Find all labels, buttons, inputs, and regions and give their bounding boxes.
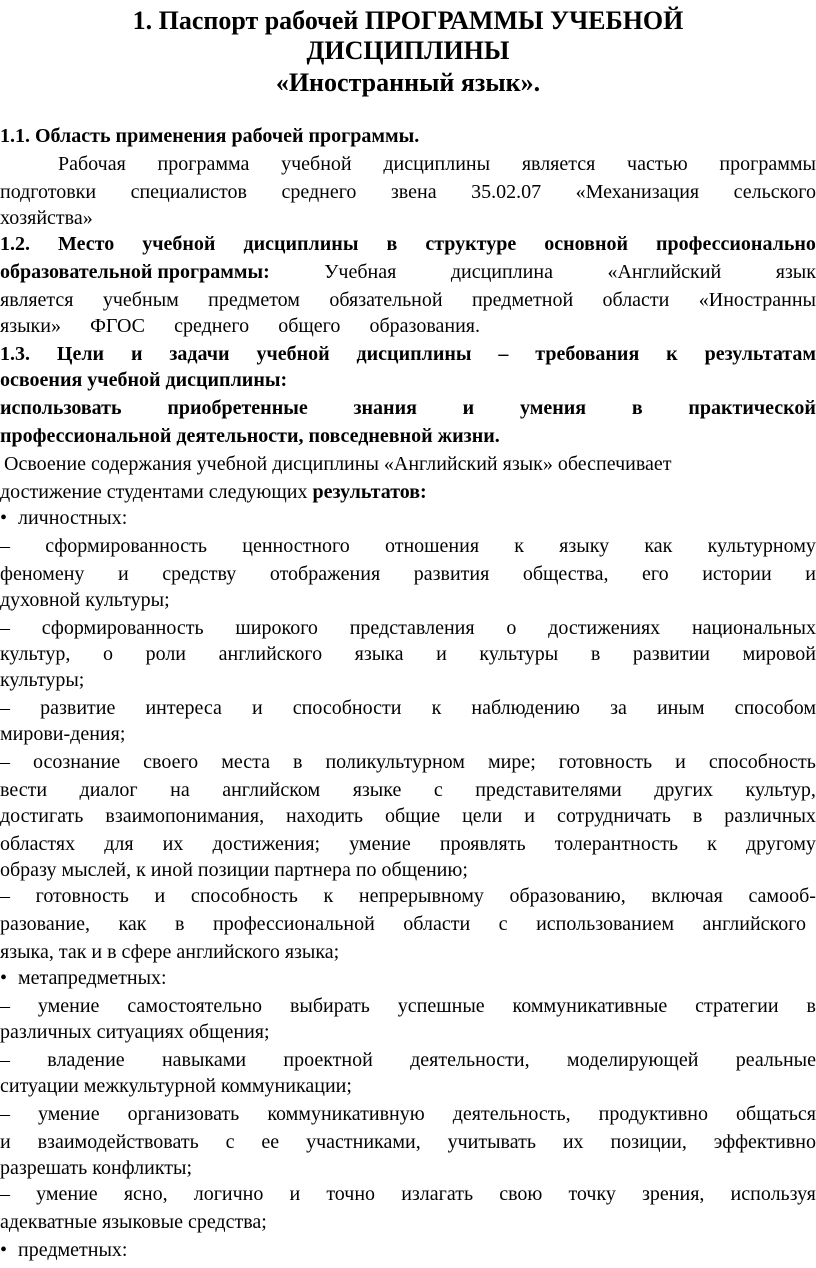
word: профессиональной xyxy=(213,913,375,935)
list-item xyxy=(0,802,816,830)
list-item xyxy=(0,640,816,668)
paragraph-line xyxy=(0,478,816,506)
word: в xyxy=(692,805,703,827)
word: в xyxy=(386,233,398,255)
word: организовать xyxy=(127,1103,240,1125)
word: знания xyxy=(353,397,417,419)
word: ценностного xyxy=(242,535,350,557)
word: области xyxy=(602,289,670,311)
list-item: адекватные языковые средства; xyxy=(0,1211,267,1233)
word: другому xyxy=(746,833,816,855)
word: точно xyxy=(326,1183,376,1205)
word: сотрудничать xyxy=(556,805,671,827)
word: и xyxy=(0,1131,11,1153)
bullet-icon xyxy=(0,1239,18,1261)
word: ФГОС xyxy=(90,315,145,337)
word: и xyxy=(130,343,143,365)
word: – xyxy=(0,1049,10,1071)
word: использованием xyxy=(536,913,674,935)
word: различных xyxy=(724,805,816,827)
word: – xyxy=(0,751,10,773)
word: является xyxy=(0,289,74,311)
word: для xyxy=(104,833,134,855)
word: требования xyxy=(535,343,640,365)
word: – xyxy=(498,343,509,365)
word: включая xyxy=(651,885,723,907)
page-title-line-1: 1. Паспорт рабочей ПРОГРАММЫ УЧЕБНОЙ xyxy=(132,6,684,35)
word: достижениях xyxy=(548,617,661,639)
word: непрерывному xyxy=(358,885,484,907)
list-item: разрешать конфликты; xyxy=(0,1157,193,1179)
word: навыками xyxy=(161,1049,247,1071)
program-label: образовательной программы: xyxy=(0,261,270,283)
word: используя xyxy=(730,1183,816,1205)
word: практической xyxy=(688,397,816,419)
word: программы xyxy=(719,153,816,175)
word: представителями xyxy=(475,779,622,801)
paragraph-line xyxy=(0,312,480,340)
word: в xyxy=(293,751,303,773)
word: иным xyxy=(656,697,705,719)
word: средству xyxy=(162,563,237,585)
word: звена xyxy=(390,181,437,203)
word: культуры xyxy=(479,643,559,665)
word: отображения xyxy=(269,563,381,585)
word: «Иностранны xyxy=(698,289,816,311)
word: языке xyxy=(352,779,402,801)
word: способом xyxy=(734,697,816,719)
word: других xyxy=(654,779,714,801)
bullet-icon xyxy=(0,967,18,989)
word: результатам xyxy=(704,343,816,365)
word: коммуникативную xyxy=(267,1103,425,1125)
word: толерантность xyxy=(554,833,679,855)
list-item xyxy=(0,882,816,910)
word: среднего xyxy=(281,181,357,203)
word: и xyxy=(436,643,447,665)
word: эффективно xyxy=(713,1131,816,1153)
word: умения xyxy=(519,397,587,419)
word: готовность xyxy=(35,885,129,907)
word: в xyxy=(631,397,643,419)
word: Цели xyxy=(56,343,105,365)
word: наблюдению xyxy=(471,697,580,719)
word: в xyxy=(806,995,816,1017)
word: к xyxy=(431,697,442,719)
word: учебной xyxy=(281,153,352,175)
word: – xyxy=(0,1103,10,1125)
word: учебной xyxy=(256,343,330,365)
word: позиции, xyxy=(610,1131,687,1153)
word: ее xyxy=(261,1131,280,1153)
word: подготовки xyxy=(0,181,97,203)
word: и xyxy=(675,751,686,773)
section-1-1-heading: 1.1. Область применения рабочей программы. xyxy=(0,125,420,147)
word: к xyxy=(666,343,678,365)
word: 35.02.07 xyxy=(471,181,542,203)
word: учебной xyxy=(142,233,216,255)
word: специалистов xyxy=(130,181,247,203)
word: структуре xyxy=(425,233,517,255)
word: мировой xyxy=(742,643,816,665)
list-item: языка, так и в сфере английского языка; xyxy=(0,941,340,963)
word: зрения, xyxy=(642,1183,705,1205)
word: о xyxy=(506,617,517,639)
group-label: предметных: xyxy=(18,1239,128,1261)
word: языку xyxy=(559,535,610,557)
word: – xyxy=(0,995,10,1017)
word: является xyxy=(521,153,596,175)
word: за xyxy=(610,697,627,719)
word: среднего xyxy=(174,315,250,337)
word: о xyxy=(102,643,113,665)
word: самостоятельно xyxy=(127,995,263,1017)
word: умение xyxy=(36,1183,98,1205)
word: успешные xyxy=(397,995,485,1017)
word: английского xyxy=(218,643,323,665)
page-title-line-2: ДИСЦИПЛИНЫ xyxy=(306,36,510,65)
word: национальных xyxy=(691,617,816,639)
word: дисциплины xyxy=(243,233,359,255)
word: общаться xyxy=(736,1103,816,1125)
word: умение xyxy=(37,995,100,1017)
word: коммуникативные xyxy=(512,995,668,1017)
paragraph-line xyxy=(0,286,816,314)
section-1-3-heading-cont: освоения учебной дисциплины: xyxy=(0,369,288,391)
word: проявлять xyxy=(439,833,526,855)
list-item xyxy=(0,532,816,560)
word: и xyxy=(251,697,263,719)
list-item: ситуации межкультурной коммуникации; xyxy=(0,1075,352,1097)
word: осознание xyxy=(33,751,121,773)
word: образованию, xyxy=(509,885,626,907)
word: как xyxy=(644,535,673,557)
word: взаимодействовать xyxy=(37,1131,199,1153)
word: общества, xyxy=(522,563,609,585)
paragraph-line: Освоение содержания учебной дисциплины «Английский язык» обеспечивает xyxy=(4,453,672,475)
word: выбирать xyxy=(289,995,370,1017)
word: и xyxy=(524,805,535,827)
word: поликультурном xyxy=(325,751,465,773)
word: английского xyxy=(702,913,806,935)
word: способности xyxy=(292,697,402,719)
word: с xyxy=(225,1131,235,1153)
word: с xyxy=(433,779,443,801)
word: и xyxy=(462,397,475,419)
word: дисциплины xyxy=(356,343,472,365)
word: свою xyxy=(499,1183,543,1205)
word: частью xyxy=(627,153,688,175)
word: умение xyxy=(38,1103,100,1125)
word: сельского xyxy=(733,181,816,203)
word: готовность xyxy=(558,751,653,773)
word: областях xyxy=(0,833,76,855)
word: умение xyxy=(349,833,411,855)
word: мире; xyxy=(487,751,536,773)
word: точку xyxy=(568,1183,616,1205)
list-item: духовной культуры; xyxy=(0,589,170,611)
word: достижения; xyxy=(212,833,321,855)
list-group-subject xyxy=(0,1236,816,1264)
list-item xyxy=(0,614,816,642)
list-item xyxy=(0,748,816,776)
word: культур, xyxy=(745,779,816,801)
word: сформированность xyxy=(45,535,208,557)
word: продуктивно xyxy=(598,1103,709,1125)
word: к xyxy=(707,833,717,855)
word: с xyxy=(498,913,508,935)
word: предметом xyxy=(208,289,300,311)
word: цели xyxy=(462,805,503,827)
group-label: метапредметных: xyxy=(18,967,167,989)
word: стратегии xyxy=(695,995,779,1017)
word: развитии xyxy=(632,643,710,665)
list-item: образу мыслей, к иной позиции партнера по общению; xyxy=(0,859,468,881)
word: культур, xyxy=(0,643,71,665)
word: ясно, xyxy=(123,1183,168,1205)
word: – xyxy=(0,697,10,719)
word: излагать xyxy=(401,1183,474,1205)
word: сформированность xyxy=(41,617,204,639)
word: языки» xyxy=(0,315,61,337)
word: как xyxy=(118,913,147,935)
word: учебным xyxy=(102,289,179,311)
word: в xyxy=(175,913,185,935)
word: места xyxy=(221,751,270,773)
word: и xyxy=(805,563,816,585)
word: широкого xyxy=(235,617,318,639)
word: английском xyxy=(222,779,321,801)
word: профессионально xyxy=(656,233,816,255)
list-item: культуры; xyxy=(0,669,85,691)
word: его xyxy=(642,563,669,585)
list-item xyxy=(0,694,816,722)
word: – xyxy=(0,885,10,907)
list-item xyxy=(0,910,806,938)
word: «Английский xyxy=(607,261,722,283)
word: отношения xyxy=(384,535,480,557)
list-item: мирови-дения; xyxy=(0,723,126,745)
word: и xyxy=(154,885,166,907)
list-item: различных ситуациях общения; xyxy=(0,1021,270,1043)
list-item xyxy=(0,1100,816,1128)
list-item xyxy=(0,776,816,804)
list-item xyxy=(0,1128,816,1156)
word: развитие xyxy=(40,697,116,719)
word: представления xyxy=(349,617,475,639)
word: деятельности, xyxy=(410,1049,530,1071)
word: взаимопонимания, xyxy=(105,805,265,827)
word: способность xyxy=(708,751,816,773)
goal-line xyxy=(0,394,816,422)
word: и xyxy=(117,563,129,585)
word: и xyxy=(289,1183,301,1205)
word: реальные xyxy=(735,1049,816,1071)
list-item xyxy=(0,830,816,858)
word: моделирующей xyxy=(566,1049,699,1071)
word: дисциплина xyxy=(450,261,553,283)
word: язык xyxy=(775,261,816,283)
word: диалог xyxy=(79,779,138,801)
word: на xyxy=(170,779,190,801)
word: «Механизация xyxy=(575,181,700,203)
word: Место xyxy=(58,233,115,255)
word: владение xyxy=(47,1049,125,1071)
word: участниками, xyxy=(306,1131,421,1153)
word: – xyxy=(0,1183,10,1205)
word: культурному xyxy=(707,535,816,557)
word: – xyxy=(0,535,10,557)
word: 1.3. xyxy=(0,343,30,365)
paragraph-line xyxy=(0,178,816,206)
goal-line: профессиональной деятельности, повседневной жизни. xyxy=(0,425,500,447)
word: истории xyxy=(702,563,772,585)
word: их xyxy=(562,1131,584,1153)
section-1-2-heading xyxy=(0,230,816,258)
word: дисциплины xyxy=(383,153,491,175)
word: способность xyxy=(190,885,298,907)
word: к xyxy=(323,885,334,907)
word: задачи xyxy=(169,343,230,365)
word: учитывать xyxy=(447,1131,536,1153)
word: области xyxy=(403,913,471,935)
word: роли xyxy=(145,643,187,665)
list-item xyxy=(0,1046,816,1074)
word: образования. xyxy=(369,315,480,337)
word: деятельность, xyxy=(452,1103,571,1125)
word: находить xyxy=(286,805,364,827)
word: феномену xyxy=(0,563,85,585)
word: основной xyxy=(544,233,628,255)
word: вести xyxy=(0,779,48,801)
word: достигать xyxy=(0,805,84,827)
word: 1.2. xyxy=(0,233,30,255)
word: своего xyxy=(143,751,199,773)
word: к xyxy=(514,535,524,557)
word: Учебная xyxy=(324,261,397,283)
paragraph-line xyxy=(0,258,816,286)
word: их xyxy=(162,833,184,855)
word: программа xyxy=(157,153,250,175)
word: самооб- xyxy=(748,885,816,907)
word: предметной xyxy=(471,289,574,311)
word: проектной xyxy=(283,1049,373,1071)
section-1-3-heading xyxy=(0,340,816,368)
word: – xyxy=(0,617,10,639)
list-group-personal xyxy=(0,504,816,532)
word: общие xyxy=(384,805,441,827)
word: интереса xyxy=(145,697,222,719)
group-label: личностных: xyxy=(18,507,128,529)
word: в xyxy=(590,643,601,665)
bullet-icon xyxy=(0,507,18,529)
list-item xyxy=(0,1180,816,1208)
word: разование, xyxy=(0,913,90,935)
word: использовать xyxy=(0,397,122,419)
page-title-line-3: «Иностранный язык». xyxy=(275,68,541,97)
results-label: результатов: xyxy=(312,481,427,503)
word: общего xyxy=(278,315,341,337)
list-group-meta xyxy=(0,964,816,992)
word: приобретенные xyxy=(167,397,308,419)
word: обязательной xyxy=(329,289,443,311)
paragraph-line: хозяйства» xyxy=(0,207,93,229)
paragraph-fragment: достижение студентами следующих xyxy=(0,481,308,503)
list-item xyxy=(0,560,816,588)
word: языка xyxy=(354,643,404,665)
list-item xyxy=(0,992,816,1020)
word: Рабочая xyxy=(58,153,126,175)
paragraph-line xyxy=(0,150,816,178)
word: логично xyxy=(193,1183,264,1205)
word: развития xyxy=(413,563,490,585)
